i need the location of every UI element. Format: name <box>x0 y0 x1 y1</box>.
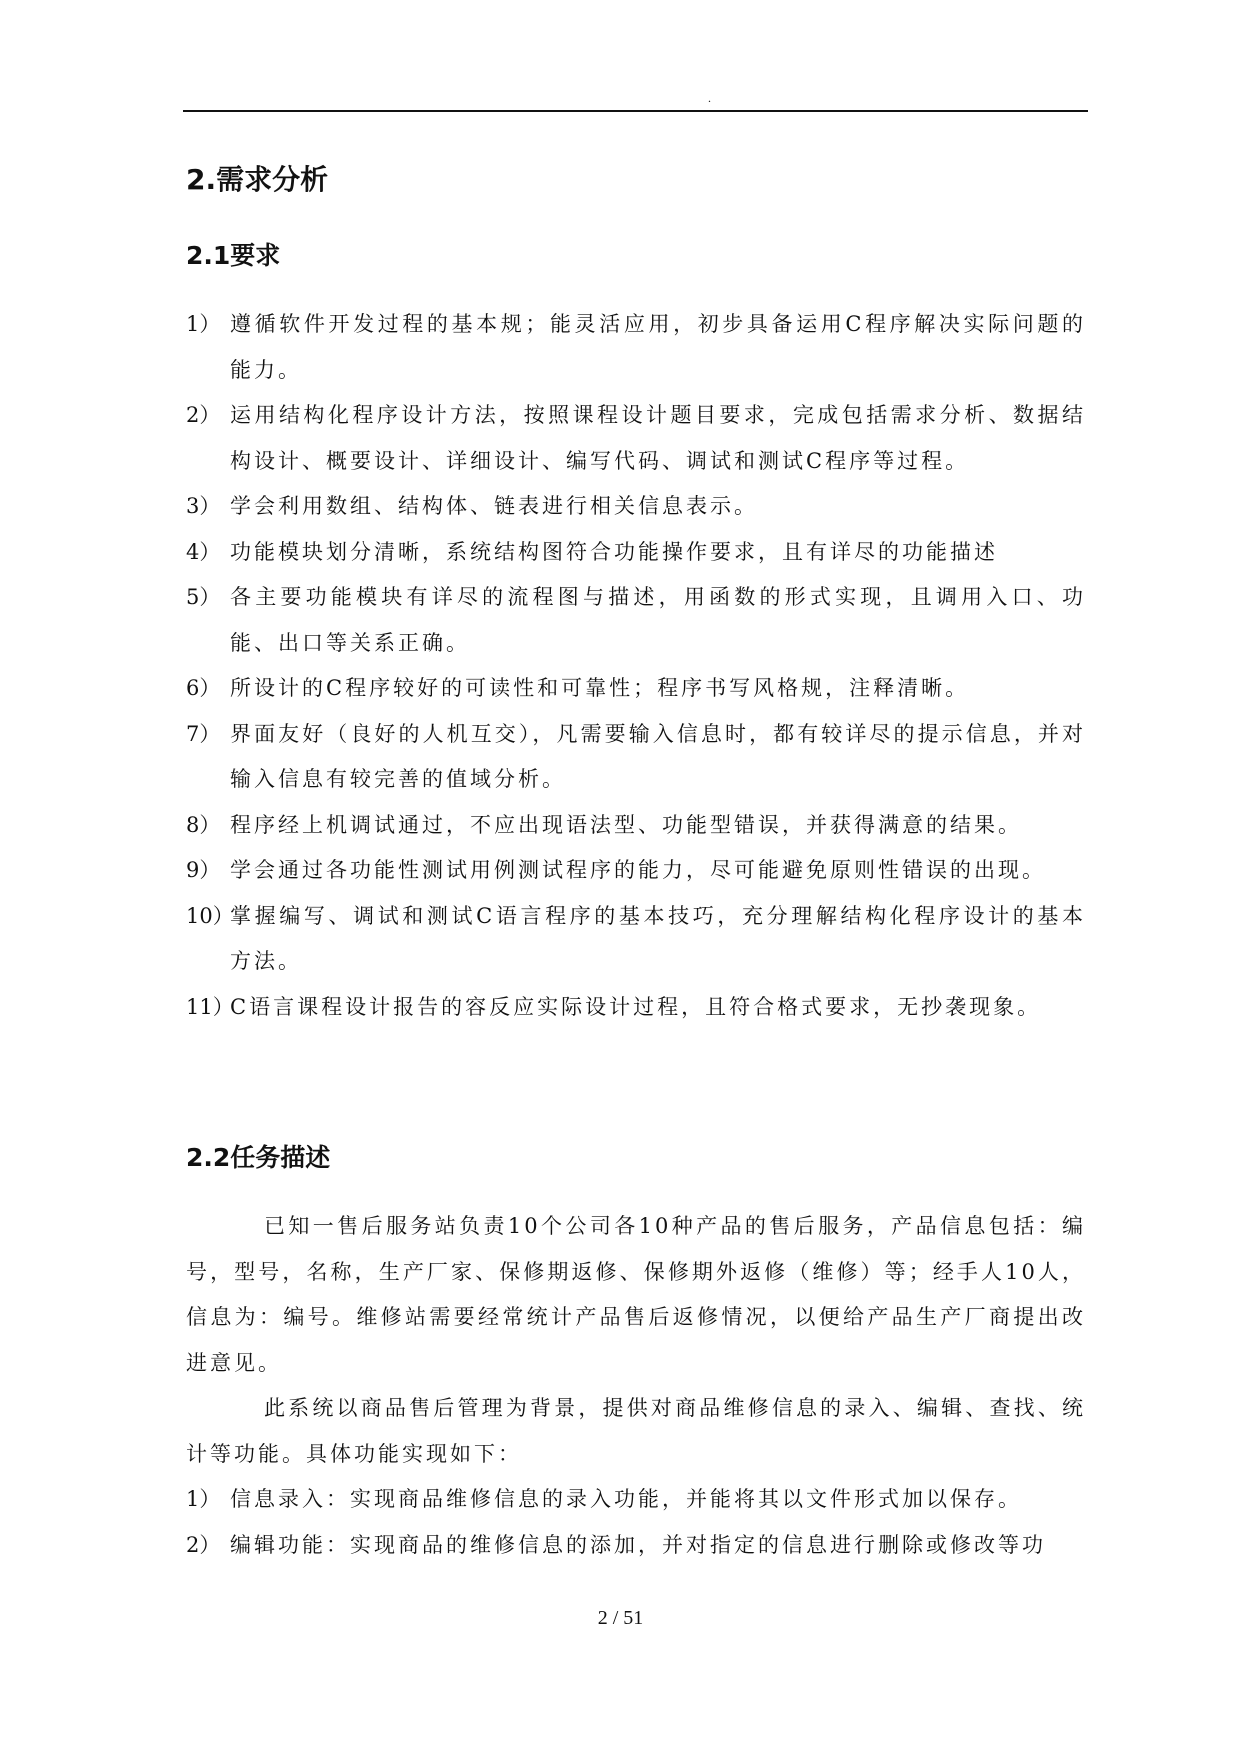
list-item-number: 1） <box>186 312 221 336</box>
list-item-number: 2） <box>186 403 221 427</box>
list-item <box>186 530 1086 576</box>
paragraph: 此系统以商品售后管理为背景，提供对商品维修信息的录入、编辑、查找、统计等功能。具体功能实现如下： <box>186 1396 1086 1466</box>
list-item <box>186 848 1086 894</box>
list-item <box>186 393 1086 484</box>
list-item-text: 学会利用数组、结构体、链表进行相关信息表示。 <box>230 494 758 518</box>
list-item-number: 9） <box>186 858 221 882</box>
subsection-title-requirements: 2.1要求 <box>186 241 281 270</box>
list-item-text: 界面友好（良好的人机互交），凡需要输入信息时，都有较详尽的提示信息，并对输入信息有较完善的值域分析。 <box>230 721 1086 791</box>
list-item <box>186 484 1086 530</box>
list-item-text: 掌握编写、调试和测试C语言程序的基本技巧，充分理解结构化程序设计的基本方法。 <box>230 903 1086 973</box>
list-item-number: 11） <box>186 994 234 1019</box>
list-item-number: 3） <box>186 494 221 518</box>
list-item <box>186 803 1086 849</box>
list-item-number: 5） <box>186 585 221 609</box>
header-rule <box>183 110 1088 112</box>
list-item-text: 功能模块划分清晰，系统结构图符合功能操作要求，且有详尽的功能描述 <box>230 539 998 564</box>
list-item-number: 4） <box>186 539 221 564</box>
list-item-number: 2） <box>186 1532 221 1557</box>
list-item-number: 6） <box>186 676 221 700</box>
list-item-text: 程序经上机调试通过，不应出现语法型、功能型错误，并获得满意的结果。 <box>230 812 1022 837</box>
list-item-text: C语言课程设计报告的容反应实际设计过程，且符合格式要求，无抄袭现象。 <box>230 994 1042 1019</box>
paragraph: 已知一售后服务站负责10个公司各10种产品的售后服务，产品信息包括：编号，型号，名称，生产厂家、保修期返修、保修期外返修（维修）等；经手人10人，信息为：编号。维修站需要经常统计产品售后返修情况，以便给产品生产厂商提出改进意见。 <box>186 1214 1086 1375</box>
list-item <box>186 985 1086 1031</box>
list-item-number: 1） <box>186 1487 221 1511</box>
list-item <box>186 302 1086 393</box>
list-item-text: 编辑功能：实现商品的维修信息的添加，并对指定的信息进行删除或修改等功 <box>230 1532 1046 1557</box>
list-item <box>186 575 1086 666</box>
list-item <box>186 894 1086 985</box>
list-item-text: 遵循软件开发过程的基本规；能灵活应用，初步具备运用C程序解决实际问题的能力。 <box>230 312 1086 382</box>
list-item-text: 学会通过各功能性测试用例测试程序的能力，尽可能避免原则性错误的出现。 <box>230 858 1046 882</box>
list-item-text: 运用结构化程序设计方法，按照课程设计题目要求，完成包括需求分析、数据结构设计、概要设计、详细设计、编写代码、调试和测试C程序等过程。 <box>230 403 1086 473</box>
page-number: 2 / 51 <box>597 1607 644 1629</box>
list-item <box>186 1477 1086 1523</box>
header-mark: . <box>708 91 711 105</box>
list-item-text: 各主要功能模块有详尽的流程图与描述，用函数的形式实现，且调用入口、功能、出口等关系正确。 <box>230 585 1086 655</box>
list-item-number: 7） <box>186 721 221 746</box>
list-item-number: 10） <box>186 903 234 928</box>
requirements-list <box>186 302 1086 1030</box>
list-item-number: 8） <box>186 812 221 837</box>
list-item-text: 所设计的C程序较好的可读性和可靠性；程序书写风格规，注释清晰。 <box>230 676 970 700</box>
list-item <box>186 712 1086 803</box>
page-content <box>186 150 1086 1568</box>
section-title: 2.需求分析 <box>186 163 329 196</box>
subsection-title-task-description: 2.2任务描述 <box>186 1143 331 1172</box>
list-item-text: 信息录入：实现商品维修信息的录入功能，并能将其以文件形式加以保存。 <box>230 1487 1022 1511</box>
function-list <box>186 1477 1086 1568</box>
list-item <box>186 1523 1086 1569</box>
list-item <box>186 666 1086 712</box>
